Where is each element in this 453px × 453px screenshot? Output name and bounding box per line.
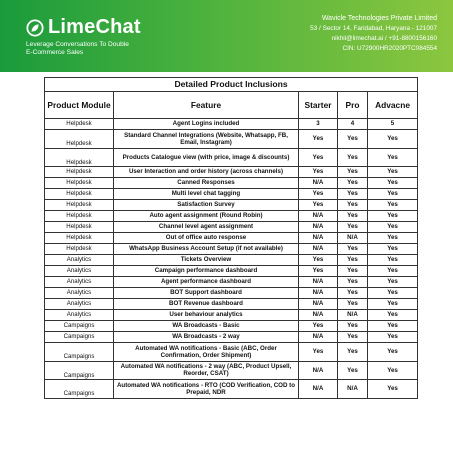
feature-cell: WA Broadcasts - Basic	[114, 321, 299, 332]
table-row	[45, 255, 418, 266]
company-contact: nikhil@limechat.ai / +91-8800156160	[331, 35, 437, 42]
advance-plan-cell: Yes	[368, 189, 418, 200]
table-row	[45, 130, 418, 149]
module-cell: Analytics	[45, 299, 114, 310]
table-row	[45, 189, 418, 200]
module-cell: Campaigns	[45, 361, 114, 380]
starter-plan-cell: 3	[299, 119, 338, 130]
table-row	[45, 288, 418, 299]
feature-cell: User behaviour analytics	[114, 310, 299, 321]
pro-plan-cell: Yes	[338, 299, 368, 310]
leaf-logo-icon	[26, 19, 44, 37]
product-inclusions-sheet	[44, 77, 417, 399]
module-cell: Helpdesk	[45, 189, 114, 200]
tagline-line-1: Leverage Conversations To Double	[26, 41, 129, 48]
advance-plan-cell: Yes	[368, 321, 418, 332]
feature-cell: Automated WA notifications - Basic (ABC, Order Confirmation, Order Shipment)	[114, 343, 299, 362]
feature-cell: Products Catalogue view (with price, image & discounts)	[114, 148, 299, 167]
table-row	[45, 200, 418, 211]
table-row	[45, 321, 418, 332]
starter-plan-cell: Yes	[299, 255, 338, 266]
table-row	[45, 299, 418, 310]
advance-plan-cell: Yes	[368, 148, 418, 167]
starter-plan-cell: Yes	[299, 266, 338, 277]
module-cell: Analytics	[45, 255, 114, 266]
module-cell: Helpdesk	[45, 211, 114, 222]
starter-plan-cell: N/A	[299, 244, 338, 255]
starter-plan-cell: Yes	[299, 189, 338, 200]
pro-plan-cell: Yes	[338, 266, 368, 277]
column-header-starter: Starter	[299, 92, 338, 119]
starter-plan-cell: N/A	[299, 233, 338, 244]
pro-plan-cell: Yes	[338, 288, 368, 299]
tagline-line-2: E-Commerce Sales	[26, 49, 84, 56]
module-cell: Helpdesk	[45, 130, 114, 149]
advance-plan-cell: Yes	[368, 167, 418, 178]
advance-plan-cell: Yes	[368, 222, 418, 233]
feature-cell: WA Broadcasts - 2 way	[114, 332, 299, 343]
logo	[26, 16, 141, 39]
starter-plan-cell: N/A	[299, 299, 338, 310]
table-row	[45, 119, 418, 130]
module-cell: Analytics	[45, 277, 114, 288]
advance-plan-cell: Yes	[368, 277, 418, 288]
advance-plan-cell: Yes	[368, 310, 418, 321]
feature-cell: Campaign performance dashboard	[114, 266, 299, 277]
advance-plan-cell: Yes	[368, 266, 418, 277]
tagline	[26, 41, 129, 57]
pro-plan-cell: Yes	[338, 200, 368, 211]
advance-plan-cell: Yes	[368, 255, 418, 266]
pro-plan-cell: Yes	[338, 332, 368, 343]
pro-plan-cell: N/A	[338, 380, 368, 399]
advance-plan-cell: Yes	[368, 244, 418, 255]
advance-plan-cell: Yes	[368, 130, 418, 149]
feature-cell: User Interaction and order history (across channels)	[114, 167, 299, 178]
feature-cell: Channel level agent assignment	[114, 222, 299, 233]
pro-plan-cell: Yes	[338, 255, 368, 266]
starter-plan-cell: N/A	[299, 222, 338, 233]
advance-plan-cell: Yes	[368, 332, 418, 343]
feature-cell: Automated WA notifications - RTO (COD Verification, COD to Prepaid, NDR	[114, 380, 299, 399]
advance-plan-cell: Yes	[368, 200, 418, 211]
pro-plan-cell: Yes	[338, 178, 368, 189]
advance-plan-cell: Yes	[368, 233, 418, 244]
advance-plan-cell: 5	[368, 119, 418, 130]
feature-cell: Tickets Overview	[114, 255, 299, 266]
starter-plan-cell: N/A	[299, 288, 338, 299]
company-cin: CIN: U72900HR2020PTC084554	[342, 45, 437, 52]
module-cell: Helpdesk	[45, 222, 114, 233]
table-row	[45, 332, 418, 343]
starter-plan-cell: N/A	[299, 380, 338, 399]
table-row	[45, 211, 418, 222]
advance-plan-cell: Yes	[368, 178, 418, 189]
starter-plan-cell: Yes	[299, 148, 338, 167]
feature-cell: Automated WA notifications - 2 way (ABC, Product Upsell, Reorder, CSAT)	[114, 361, 299, 380]
table-row	[45, 222, 418, 233]
advance-plan-cell: Yes	[368, 211, 418, 222]
company-details	[310, 14, 437, 54]
table-row	[45, 361, 418, 380]
column-header-module: Product Module	[45, 92, 114, 119]
advance-plan-cell: Yes	[368, 361, 418, 380]
feature-cell: Canned Responses	[114, 178, 299, 189]
module-cell: Campaigns	[45, 343, 114, 362]
pro-plan-cell: Yes	[338, 167, 368, 178]
starter-plan-cell: N/A	[299, 178, 338, 189]
module-cell: Helpdesk	[45, 167, 114, 178]
advance-plan-cell: Yes	[368, 288, 418, 299]
feature-cell: Agent Logins included	[114, 119, 299, 130]
table-row	[45, 310, 418, 321]
feature-cell: Out of office auto response	[114, 233, 299, 244]
pro-plan-cell: Yes	[338, 189, 368, 200]
starter-plan-cell: N/A	[299, 332, 338, 343]
starter-plan-cell: Yes	[299, 167, 338, 178]
feature-cell: Agent performance dashboard	[114, 277, 299, 288]
pro-plan-cell: Yes	[338, 130, 368, 149]
table-row	[45, 167, 418, 178]
pro-plan-cell: 4	[338, 119, 368, 130]
pro-plan-cell: Yes	[338, 277, 368, 288]
module-cell: Helpdesk	[45, 148, 114, 167]
feature-cell: Satisfaction Survey	[114, 200, 299, 211]
pro-plan-cell: Yes	[338, 148, 368, 167]
pro-plan-cell: N/A	[338, 310, 368, 321]
feature-cell: BOT Support dashboard	[114, 288, 299, 299]
table-row	[45, 148, 418, 167]
module-cell: Helpdesk	[45, 233, 114, 244]
starter-plan-cell: N/A	[299, 211, 338, 222]
module-cell: Analytics	[45, 288, 114, 299]
starter-plan-cell: N/A	[299, 361, 338, 380]
starter-plan-cell: Yes	[299, 130, 338, 149]
table-row	[45, 277, 418, 288]
feature-cell: BOT Revenue dashboard	[114, 299, 299, 310]
table-row	[45, 343, 418, 362]
module-cell: Campaigns	[45, 332, 114, 343]
starter-plan-cell: N/A	[299, 310, 338, 321]
pro-plan-cell: Yes	[338, 244, 368, 255]
advance-plan-cell: Yes	[368, 343, 418, 362]
module-cell: Analytics	[45, 310, 114, 321]
module-cell: Helpdesk	[45, 119, 114, 130]
table-header-row	[45, 92, 418, 119]
pro-plan-cell: Yes	[338, 222, 368, 233]
starter-plan-cell: Yes	[299, 321, 338, 332]
brand-name: LimeChat	[48, 16, 141, 38]
column-header-feature: Feature	[114, 92, 299, 119]
table-row	[45, 266, 418, 277]
module-cell: Helpdesk	[45, 244, 114, 255]
column-header-advance: Advacne	[368, 92, 418, 119]
starter-plan-cell: Yes	[299, 343, 338, 362]
starter-plan-cell: N/A	[299, 277, 338, 288]
table-title: Detailed Product Inclusions	[45, 78, 418, 92]
feature-cell: Standard Channel Integrations (Website, Whatsapp, FB, Email, Instagram)	[114, 130, 299, 149]
module-cell: Campaigns	[45, 321, 114, 332]
pro-plan-cell: Yes	[338, 361, 368, 380]
module-cell: Analytics	[45, 266, 114, 277]
product-inclusions-table	[44, 77, 418, 399]
feature-cell: WhatsApp Business Account Setup (if not available)	[114, 244, 299, 255]
feature-cell: Multi level chat tagging	[114, 189, 299, 200]
advance-plan-cell: Yes	[368, 380, 418, 399]
column-header-pro: Pro	[338, 92, 368, 119]
letterhead	[0, 0, 453, 72]
module-cell: Campaigns	[45, 380, 114, 399]
advance-plan-cell: Yes	[368, 299, 418, 310]
feature-cell: Auto agent assignment (Round Robin)	[114, 211, 299, 222]
starter-plan-cell: Yes	[299, 200, 338, 211]
table-title-row	[45, 78, 418, 92]
table-row	[45, 233, 418, 244]
module-cell: Helpdesk	[45, 200, 114, 211]
table-row	[45, 380, 418, 399]
company-name: Wavicle Technologies Private Limited	[321, 15, 437, 22]
module-cell: Helpdesk	[45, 178, 114, 189]
company-address: 53 / Sector 14, Faridabad, Haryana - 121007	[310, 25, 437, 32]
pro-plan-cell: Yes	[338, 321, 368, 332]
table-row	[45, 244, 418, 255]
pro-plan-cell: N/A	[338, 233, 368, 244]
pro-plan-cell: Yes	[338, 211, 368, 222]
pro-plan-cell: Yes	[338, 343, 368, 362]
table-row	[45, 178, 418, 189]
